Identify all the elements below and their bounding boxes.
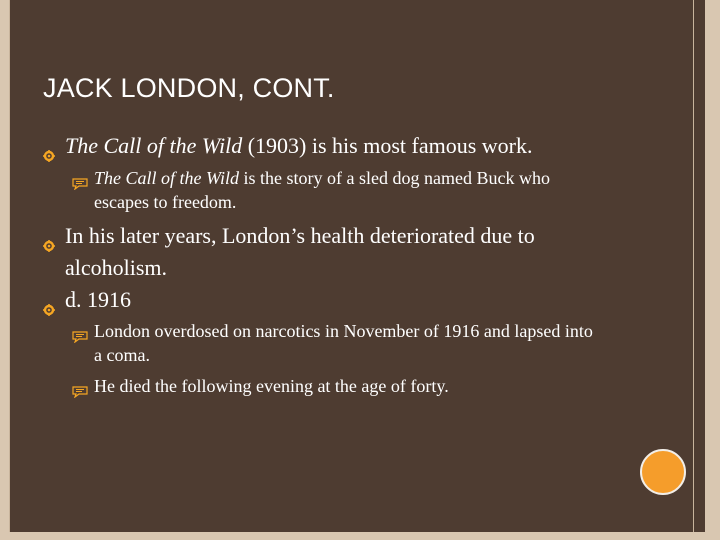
frame-line-right [693,0,694,532]
accent-circle [640,449,686,495]
frame-line-left [9,0,10,532]
bullet-health [65,220,625,284]
bullet-text: In his later years, London’s health deteriorated due to alcoholism. [65,223,535,280]
speech-bubble-bullet-icon [71,380,89,404]
sub-bullet-story [94,166,604,214]
sub-bullet-text: is the story of a sled dog named Buck who escapes to freedom. [94,168,550,212]
sub-bullet-text-italic: The Call of the Wild [94,168,240,188]
gear-bullet-icon [43,229,55,261]
sub-bullet-overdose [94,319,594,367]
bullet-death-year [65,284,625,316]
bullet-call-of-the-wild [65,130,665,162]
bullet-text-italic: The Call of the Wild [65,133,243,158]
speech-bubble-bullet-icon [71,325,89,349]
sub-bullet-text: London overdosed on narcotics in November of 1916 and lapsed into a coma. [94,321,593,365]
speech-bubble-bullet-icon [71,172,89,196]
bullet-text: (1903) is his most famous work. [242,133,533,158]
slide-title: JACK LONDON, CONT. [43,73,335,103]
gear-bullet-icon [43,139,55,171]
sub-bullet-death [94,374,614,398]
gear-bullet-icon [43,293,55,325]
sub-bullet-text: He died the following evening at the age of forty. [94,376,449,396]
bullet-text: d. 1916 [65,287,131,312]
